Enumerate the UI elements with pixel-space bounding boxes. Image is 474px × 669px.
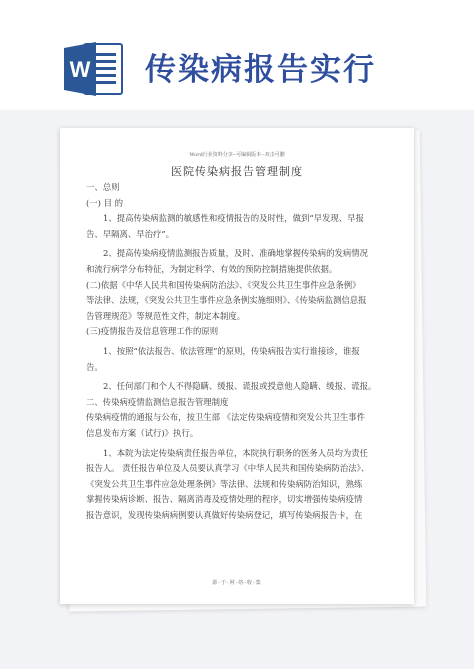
- word-icon-letter: W: [69, 57, 91, 82]
- document-body: [86, 180, 388, 523]
- paragraph-line: 信息发布方案（试行)》执行。: [86, 427, 199, 438]
- paragraph-line: 1、按照“依法报告、依法管理”的原则，传染病报告实行谁接诊，谁报: [103, 345, 360, 356]
- paragraph-line: 2、任何部门和个人不得隐瞒、缓报、谎报或授意他人隐瞒、缓报、谎报。: [103, 381, 377, 392]
- paragraph-line: 报告意识，发现传染病病例要认真做好传染病登记，填写传染病报告卡，在: [86, 509, 363, 520]
- section-heading: 二、传染病疫情监测信息报告管理制度: [86, 396, 229, 407]
- page-footer-text: 源-于-网-络-收-集: [212, 580, 262, 586]
- paragraph-line: 1、提高传染病监测的敏感性和疫情报告的及时性，做到“早发现、早报: [103, 213, 364, 224]
- paragraph-line: 传染病疫情的通报与公布，按卫生部 《法定传染病疫情和突发公共卫生事件: [86, 412, 366, 423]
- paragraph-line: 《突发公共卫生事件应急处理条例》等法律、法规和传染病防治知识，熟练: [86, 478, 363, 489]
- page-header-text: Word行业资料分享--可编辑版本--双击可删: [189, 152, 285, 158]
- paragraph-line: 2、提高传染病疫情监测报告质量，及时、准确地掌握传染病的发病情况: [103, 248, 368, 259]
- paragraph-line: 和流行病学分布特征，为制定科学、有效的预防控制措施提供依据。: [86, 263, 338, 274]
- paragraph-line: 1、本院为法定传染病责任报告单位，本院执行职务的医务人员均为责任: [103, 447, 368, 458]
- paragraph-line: 报告人。 责任报告单位及人员要认真学习《中华人民共和国传染病防治法》、: [86, 463, 370, 474]
- subsection-heading: (三)疫情报告及信息管理工作的原则: [86, 326, 219, 337]
- paragraph-line: 告。: [86, 361, 103, 372]
- document-title: 医院传染病报告管理制度: [171, 165, 303, 178]
- banner-header: [0, 0, 474, 110]
- word-icon: [62, 40, 124, 98]
- section-heading: 一、总则: [86, 182, 120, 192]
- paragraph-line: 等法律、法规，《突发公共卫生事件应急条例实施细则》、《传染病监测信息报: [86, 295, 367, 306]
- banner-title: 传染病报告实行: [145, 52, 376, 88]
- paragraph-line: 掌握传染病诊断、报告、隔离消毒及疫情处理的程序，切实增强传染病疫情: [86, 494, 363, 505]
- paragraph-line: 告、早隔离、早治疗”。: [86, 228, 175, 239]
- paragraph-line: 告管理规范》等规范性文件，制定本制度。: [86, 310, 246, 321]
- paragraph-line: (二)依据《中华人民共和国传染病防治法》、《突发公共卫生事件应急条例》: [86, 279, 361, 290]
- document-page: [60, 128, 414, 604]
- subsection-heading: (一) 目 的: [86, 197, 123, 208]
